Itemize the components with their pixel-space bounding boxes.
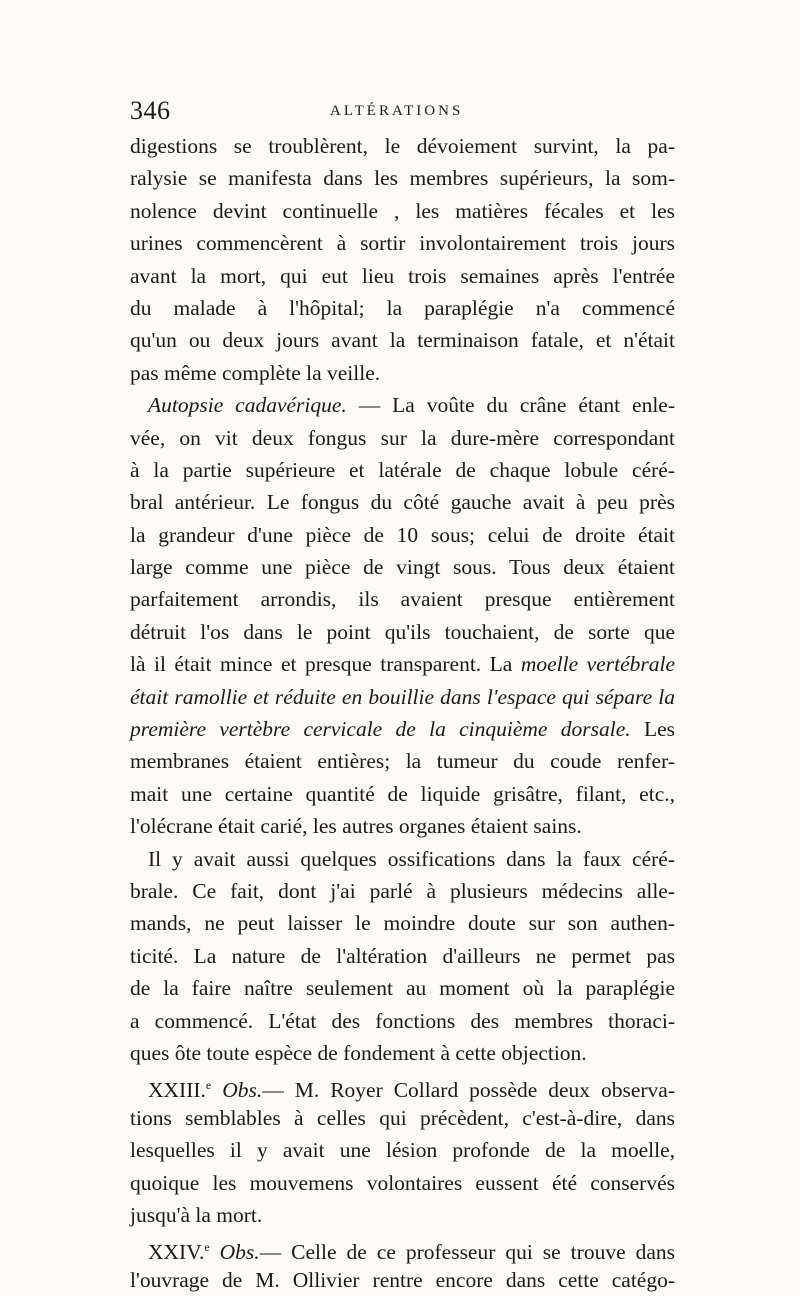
text-segment: du malade à l'hôpital; la paraplégie n'a commencé <box>130 295 675 320</box>
text-segment: a commencé. L'état des fonctions des membres thoraci- <box>130 1008 675 1033</box>
text-line <box>130 162 675 194</box>
text-segment: lesquelles il y avait une lésion profonde de la moelle, <box>130 1138 675 1163</box>
text-segment: ques ôte toute espèce de fondement à cette objection. <box>130 1040 587 1065</box>
text-segment: ticité. La nature de l'altération d'ailleurs ne permet pas <box>130 943 675 968</box>
text-line <box>130 454 675 486</box>
text-segment: XXIV. <box>148 1240 205 1265</box>
text-segment <box>210 1240 220 1264</box>
italic-text: Obs. <box>219 1240 260 1265</box>
text-segment: détruit l'os dans le point qu'ils touchaient, de sorte que <box>130 619 675 644</box>
text-line <box>130 1167 675 1199</box>
text-line <box>130 422 675 454</box>
text-segment: urines commencèrent à sortir involontairement trois jours <box>130 231 675 256</box>
text-line <box>130 519 675 551</box>
text-segment: avant la mort, qui eut lieu trois semaines après l'entrée <box>130 263 675 288</box>
text-segment: XXIII. <box>148 1078 206 1103</box>
text-line <box>130 1231 675 1263</box>
text-line <box>130 195 675 227</box>
text-segment: Il y avait aussi quelques ossifications dans la faux céré- <box>148 846 675 871</box>
text-line <box>130 357 675 389</box>
text-line <box>130 1199 675 1231</box>
text-segment: la grandeur d'une pièce de 10 sous; celui de droite était <box>130 522 675 547</box>
text-segment: large comme une pièce de vingt sous. Tous deux étaient <box>130 555 675 580</box>
page-number: 346 <box>130 96 171 125</box>
text-segment: nolence devint continuelle , les matières fécales et les <box>130 198 675 223</box>
text-line <box>130 260 675 292</box>
text-segment: digestions se troublèrent, le dévoiement survint, la pa- <box>130 134 675 158</box>
text-line <box>130 1037 675 1069</box>
text-line <box>130 583 675 615</box>
text-segment: mands, ne peut laisser le moindre doute sur son authen- <box>130 911 675 936</box>
page-header <box>130 96 670 130</box>
text-segment: bral antérieur. Le fongus du côté gauche avait à peu près <box>130 490 675 515</box>
text-line <box>130 1264 675 1296</box>
text-segment: brale. Ce fait, dont j'ai parlé à plusieurs médecins alle- <box>130 878 675 903</box>
text-segment: jusqu'à la mort. <box>130 1202 263 1227</box>
text-line <box>130 389 675 421</box>
text-line <box>130 1102 675 1134</box>
text-segment: pas même complète la veille. <box>130 360 381 385</box>
italic-text: première vertèbre cervicale de la cinquième dorsale. <box>130 717 631 742</box>
superscript: e <box>204 1240 210 1255</box>
text-line <box>130 745 675 777</box>
text-segment: — Celle de ce professeur qui se trouve dans <box>259 1240 675 1265</box>
text-segment: parfaitement arrondis, ils avaient presque entièrement <box>130 587 675 612</box>
text-line <box>130 324 675 356</box>
text-segment <box>211 1078 222 1102</box>
text-line <box>130 810 675 842</box>
text-line <box>130 551 675 583</box>
text-segment: Les <box>630 717 675 742</box>
text-line <box>130 292 675 324</box>
text-segment: ralysie se manifesta dans les membres supérieurs, la som- <box>130 166 675 191</box>
text-line <box>130 875 675 907</box>
text-line <box>130 486 675 518</box>
text-line <box>130 972 675 1004</box>
text-segment: l'ouvrage de M. Ollivier rentre encore dans cette catégo- <box>130 1267 675 1292</box>
text-line <box>130 227 675 259</box>
italic-text: moelle vertébrale <box>520 652 675 677</box>
text-segment: vée, on vit deux fongus sur la dure-mère correspondant <box>130 425 675 450</box>
text-segment: de la faire naître seulement au moment où la paraplégie <box>130 976 675 1001</box>
text-line <box>130 616 675 648</box>
text-segment: à la partie supérieure et latérale de chaque lobule céré- <box>130 457 675 482</box>
text-line <box>130 713 675 745</box>
text-line <box>130 843 675 875</box>
text-line <box>130 778 675 810</box>
text-segment: tions semblables à celles qui précèdent, c'est-à-dire, dans <box>130 1105 675 1130</box>
text-segment: — M. Royer Collard possède deux observa- <box>262 1078 675 1103</box>
text-segment: quoique les mouvemens volontaires eussent été conservés <box>130 1170 675 1195</box>
text-segment: là il était mince et presque transparent. La <box>130 652 521 677</box>
text-line <box>130 648 675 680</box>
text-segment: l'olécrane était carié, les autres organes étaient sains. <box>130 814 582 839</box>
text-line <box>130 907 675 939</box>
text-line <box>130 940 675 972</box>
text-segment: membranes étaient entières; la tumeur du coude renfer- <box>130 749 675 774</box>
text-line <box>130 1134 675 1166</box>
italic-text: Obs. <box>222 1078 263 1103</box>
text-line <box>130 1069 675 1101</box>
italic-text: était ramollie et réduite en bouillie dans l'espace qui sépare la <box>130 684 675 709</box>
superscript: e <box>205 1078 212 1093</box>
text-segment: qu'un ou deux jours avant la terminaison fatale, et n'était <box>130 328 675 353</box>
text-line <box>130 1005 675 1037</box>
italic-text: Autopsie cadavérique. <box>148 393 347 418</box>
text-segment: — La voûte du crâne étant enle- <box>346 393 675 418</box>
body-text <box>130 130 675 1296</box>
text-segment: mait une certaine quantité de liquide grisâtre, filant, etc., <box>130 781 675 806</box>
text-line <box>130 130 675 162</box>
text-line <box>130 681 675 713</box>
running-title: ALTÉRATIONS <box>330 103 464 119</box>
